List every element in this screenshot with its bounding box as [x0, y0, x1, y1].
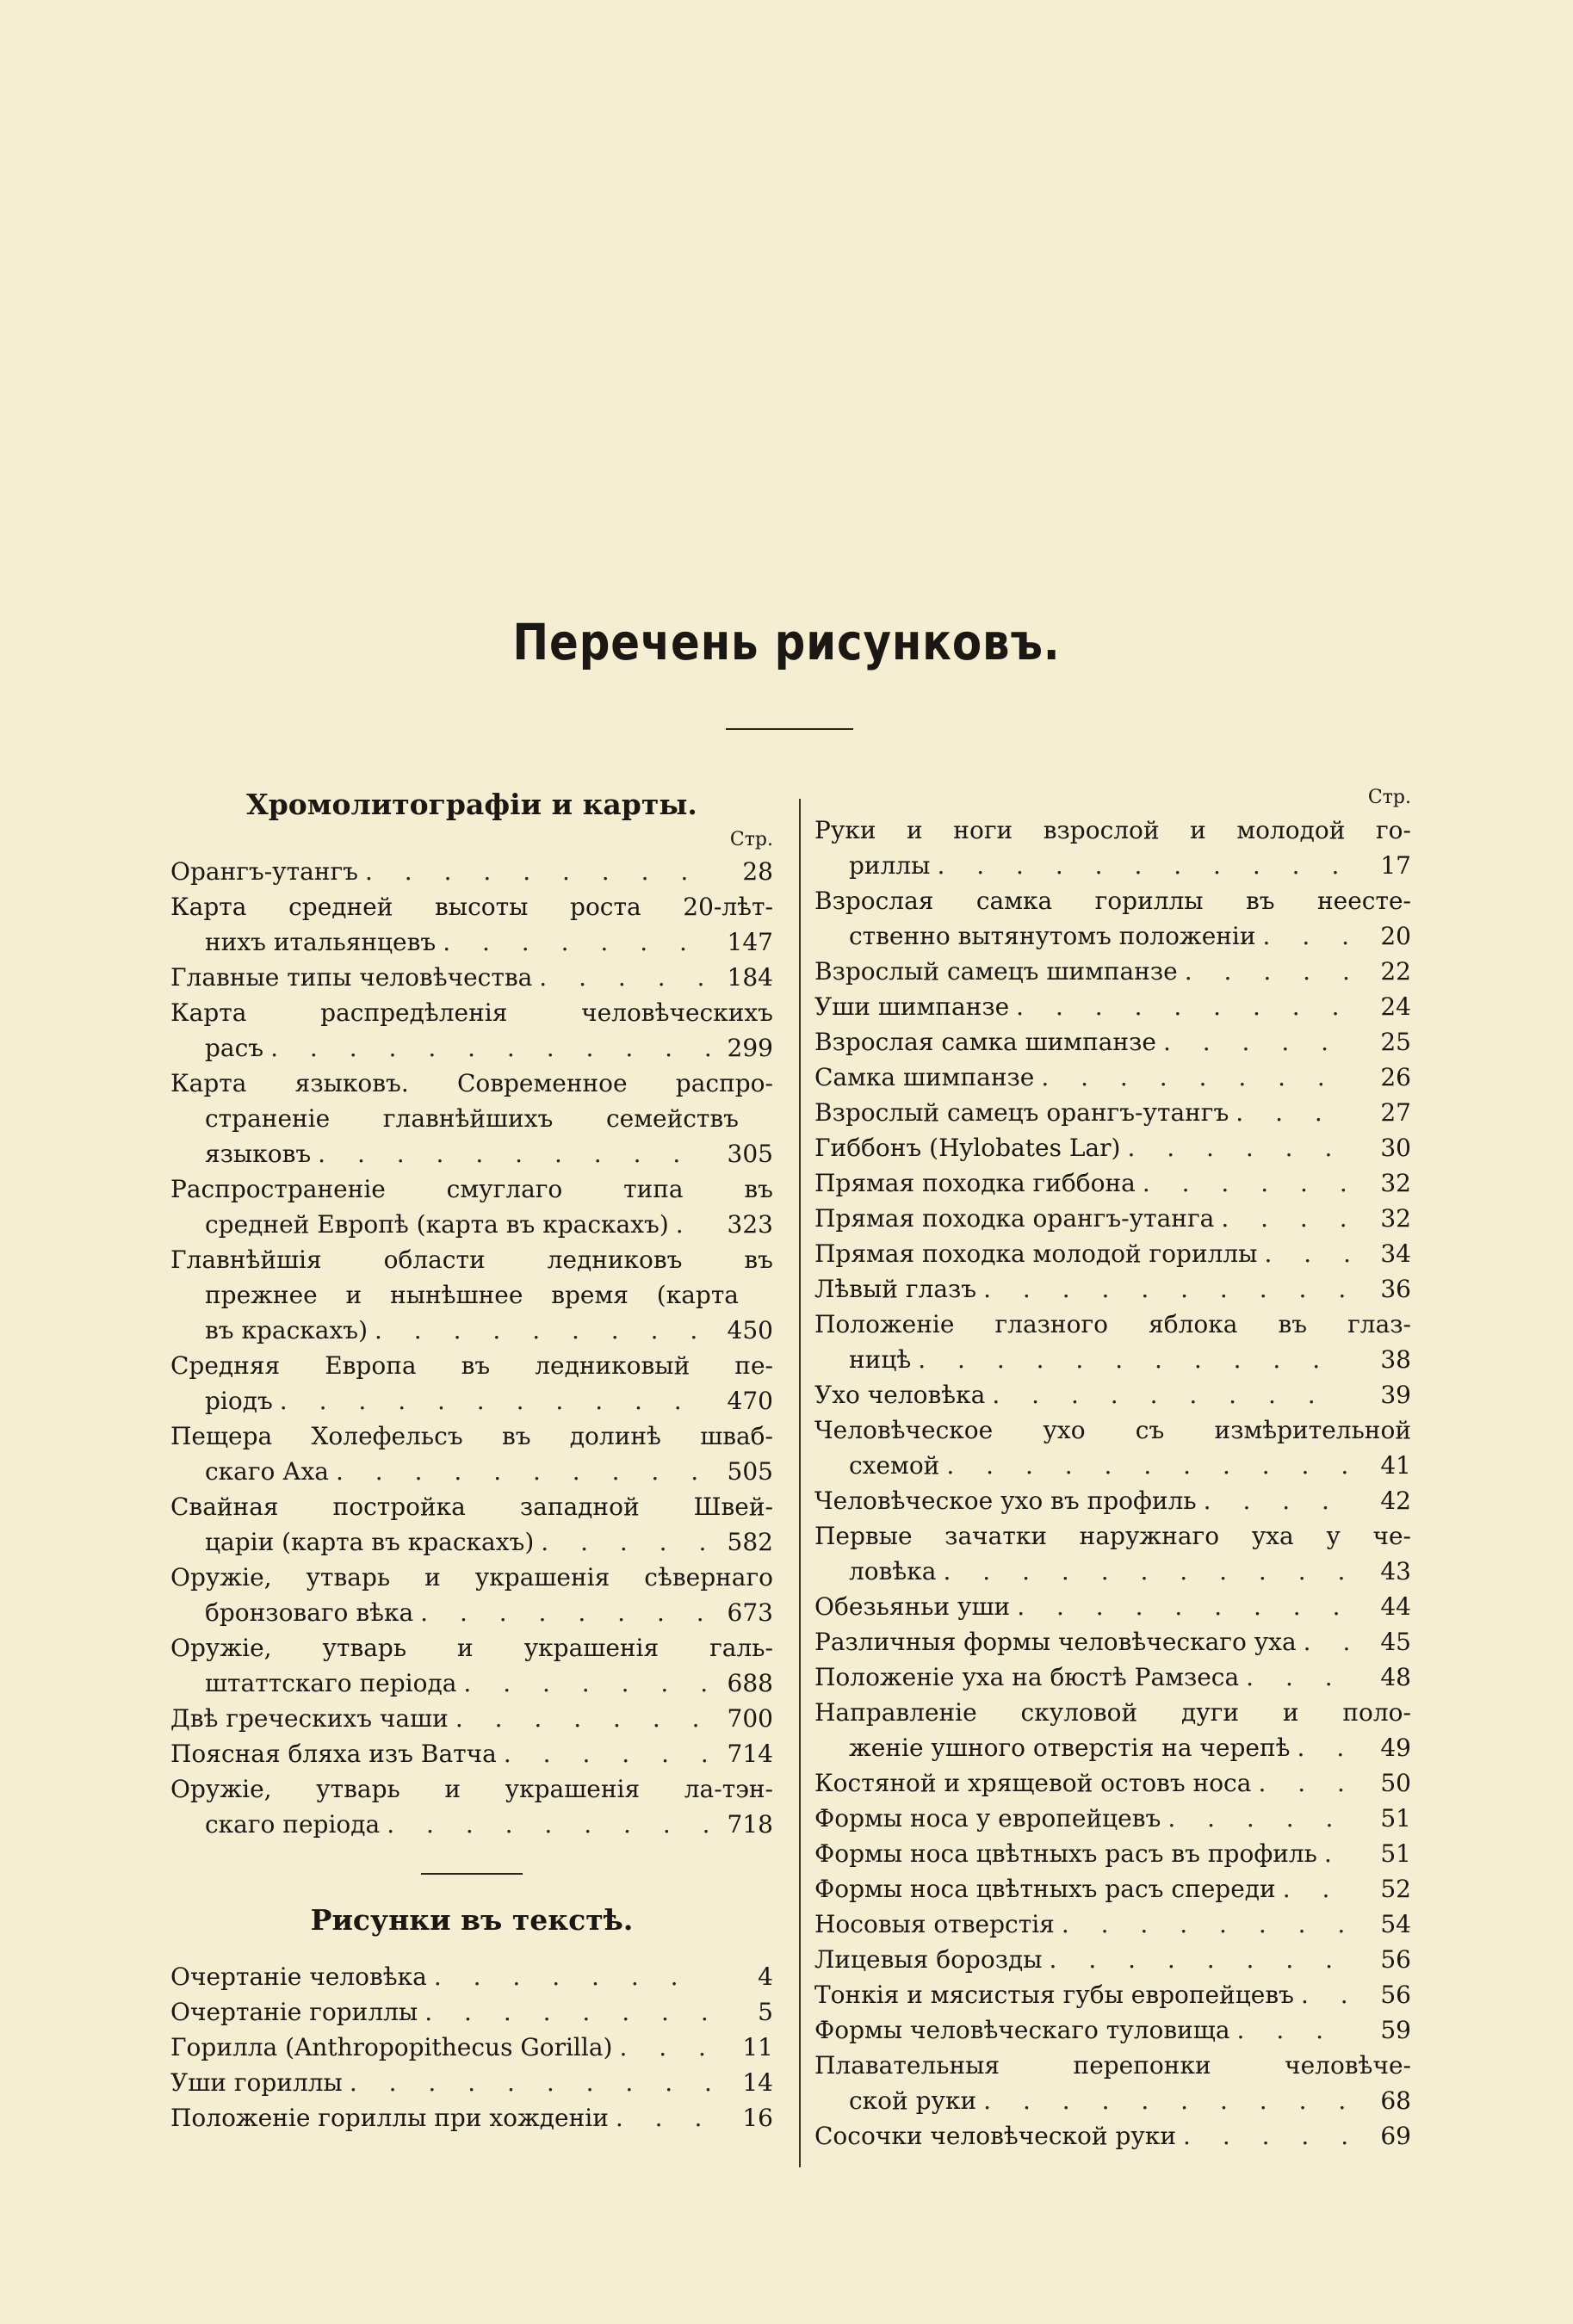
entry-title-line: ской руки [849, 2086, 977, 2115]
dot-leader [1304, 1624, 1349, 1660]
page-number: 700 [727, 1704, 773, 1733]
chromolithographs-list [170, 854, 773, 1842]
entry-title-line: Оружіе, утварь и украшенія галь- [170, 1634, 773, 1662]
list-item [170, 1701, 773, 1736]
entry-title-line: ницѣ [849, 1345, 912, 1374]
list-item [170, 1242, 773, 1348]
dot-leader [992, 1377, 1349, 1412]
entry-title-line: Карта распредѣленія человѣческихъ [170, 998, 773, 1027]
page-number: 582 [727, 1528, 773, 1556]
entry-title-line: Свайная постройка западной Швей- [170, 1493, 773, 1521]
dot-leader [270, 1030, 711, 1066]
list-item [170, 2065, 773, 2100]
page-number: 56 [1380, 1981, 1411, 2009]
page-number: 68 [1380, 2086, 1411, 2115]
list-item [814, 1836, 1411, 1871]
page-number: 41 [1380, 1451, 1411, 1480]
entry-title-line: риллы [849, 851, 931, 880]
list-item [170, 1489, 773, 1560]
list-item [170, 1348, 773, 1419]
dot-leader [1143, 1165, 1349, 1201]
page-number: 51 [1380, 1839, 1411, 1868]
entry-title-line: Положеніе глазного яблока въ глаз- [814, 1310, 1411, 1338]
page-number: 22 [1380, 957, 1411, 986]
dot-leader [937, 848, 1349, 883]
dot-leader [1062, 1907, 1349, 1942]
dot-leader [946, 1448, 1349, 1483]
dot-leader [918, 1342, 1349, 1377]
dot-leader [318, 1136, 711, 1171]
entry-title-line: Лѣвый глазъ [814, 1275, 977, 1303]
page-number: 25 [1380, 1028, 1411, 1056]
list-item [170, 1171, 773, 1242]
entry-title-line: Очертаніе гориллы [170, 1998, 418, 2026]
dot-leader [1237, 2012, 1349, 2048]
entry-title-line: Прямая походка молодой гориллы [814, 1239, 1258, 1268]
entry-title-line: Оружіе, утварь и украшенія ла-тэн- [170, 1775, 773, 1803]
section-divider [421, 1873, 523, 1875]
list-item [814, 1589, 1411, 1624]
dot-leader [676, 1207, 711, 1242]
entry-title-line: Человѣческое ухо съ измѣрительной [814, 1416, 1411, 1444]
dot-leader [1016, 989, 1349, 1024]
entry-title-line: скаго Аха [205, 1457, 329, 1486]
list-item [814, 1271, 1411, 1307]
page-column-label: Стр. [729, 829, 773, 850]
entry-title-line: ловѣка [849, 1557, 937, 1585]
list-item [814, 2012, 1411, 2048]
page-number: 51 [1380, 1804, 1411, 1833]
page-number: 56 [1380, 1945, 1411, 1974]
entry-title-line: прежнее и нынѣшнее время (карта [205, 1281, 739, 1309]
entry-title-line: Прямая походка орангъ-утанга [814, 1204, 1215, 1233]
list-item [814, 1871, 1411, 1907]
entry-title-line: Взрослая самка гориллы въ неесте- [814, 887, 1411, 915]
entry-title-line: нихъ итальянцевъ [205, 928, 437, 956]
page-title: Перечень рисунковъ. [512, 613, 1061, 671]
entry-title-line: Орангъ-утангъ [170, 857, 358, 886]
list-item [814, 2048, 1411, 2118]
entry-title-line: Самка шимпанзе [814, 1063, 1035, 1091]
entry-title-line: Ухо человѣка [814, 1381, 986, 1409]
page-number: 42 [1380, 1486, 1411, 1515]
page-number: 688 [727, 1669, 773, 1697]
list-item [814, 1060, 1411, 1095]
dot-leader [541, 1524, 711, 1560]
right-column [814, 783, 1411, 2154]
entry-title-line: Карта языковъ. Современное распро- [170, 1069, 773, 1097]
list-item [814, 989, 1411, 1024]
entry-title-line: Уши гориллы [170, 2068, 343, 2097]
entry-title-line: Первые зачатки наружнаго уха у че- [814, 1522, 1411, 1550]
list-item [814, 2118, 1411, 2154]
dot-leader [424, 1994, 711, 2030]
dot-leader [1183, 2118, 1349, 2154]
entry-title-line: ственно вытянутомъ положеніи [849, 922, 1256, 950]
entry-title-line: страненіе главнѣйшихъ семействъ [205, 1104, 739, 1133]
page-number: 54 [1380, 1910, 1411, 1938]
dot-leader [1017, 1589, 1349, 1624]
page-number: 450 [727, 1316, 773, 1344]
section-title-text-figures: Рисунки въ текстѣ. [310, 1903, 634, 1937]
list-item [814, 1977, 1411, 2012]
list-item [814, 883, 1411, 954]
page-number: 184 [727, 963, 773, 992]
dot-leader [1167, 1801, 1349, 1836]
title-divider [726, 728, 853, 730]
page-number: 718 [727, 1810, 773, 1839]
page-number: 50 [1380, 1769, 1411, 1797]
entry-title-line: средней Европѣ (карта въ краскахъ) [205, 1210, 669, 1239]
entry-title-line: Взрослая самка шимпанзе [814, 1028, 1156, 1056]
page-number: 59 [1380, 2016, 1411, 2044]
list-item [814, 1201, 1411, 1236]
list-item [170, 1959, 773, 1994]
entry-title-line: Поясная бляха изъ Ватча [170, 1740, 497, 1768]
entry-title-line: Формы носа цвѣтныхъ расъ въ профиль [814, 1839, 1317, 1868]
page-number: 52 [1380, 1875, 1411, 1903]
entry-title-line: въ краскахъ) [205, 1316, 368, 1344]
list-item [814, 1801, 1411, 1836]
page-number: 11 [742, 2033, 773, 2061]
list-item [814, 1942, 1411, 1977]
list-item [814, 1412, 1411, 1483]
entry-title-line: расъ [205, 1034, 264, 1062]
entry-title-line: Человѣческое ухо въ профиль [814, 1486, 1197, 1515]
dot-leader [1050, 1942, 1349, 1977]
dot-leader [1163, 1024, 1349, 1060]
entry-title-line: скаго періода [205, 1810, 381, 1839]
entry-title-line: Лицевыя борозды [814, 1945, 1043, 1974]
list-item [170, 1736, 773, 1771]
page-number: 34 [1380, 1239, 1411, 1268]
list-item [814, 1377, 1411, 1412]
page-number: 44 [1380, 1592, 1411, 1621]
page-number: 43 [1380, 1557, 1411, 1585]
list-item [170, 1771, 773, 1842]
entry-title-line: языковъ [205, 1140, 312, 1168]
page-number: 30 [1380, 1134, 1411, 1162]
entry-title-line: бронзоваго вѣка [205, 1598, 414, 1627]
dot-leader [1041, 1060, 1349, 1095]
list-item [814, 1660, 1411, 1695]
dot-leader [1264, 1236, 1349, 1271]
dot-leader [434, 1959, 711, 1994]
entry-title-line: Положеніе уха на бюстѣ Рамзеса [814, 1663, 1240, 1691]
page-number: 32 [1380, 1204, 1411, 1233]
dot-leader [1258, 1765, 1349, 1801]
entry-title-line: Формы носа цвѣтныхъ расъ спереди [814, 1875, 1276, 1903]
dot-leader [463, 1666, 711, 1701]
dot-leader [539, 960, 711, 995]
dot-leader [1301, 1977, 1349, 2012]
list-item [170, 1994, 773, 2030]
list-item [814, 1095, 1411, 1130]
dot-leader [455, 1701, 711, 1736]
dot-leader [443, 924, 711, 960]
list-item [170, 854, 773, 889]
entry-title-line: схемой [849, 1451, 940, 1480]
entry-title-line: Карта средней высоты роста 20-лѣт- [170, 893, 773, 921]
entry-title-line: женіе ушного отверстія на черепѣ [849, 1734, 1291, 1762]
dot-leader [619, 2030, 711, 2065]
entry-title-line: Гиббонъ (Hylobates Lar) [814, 1134, 1121, 1162]
page-number: 305 [727, 1140, 773, 1168]
text-figures-list [170, 1959, 773, 2135]
dot-leader [616, 2100, 711, 2135]
dot-leader [983, 2083, 1349, 2118]
page-number: 39 [1380, 1381, 1411, 1409]
list-item [814, 1907, 1411, 1942]
entry-title-line: Главные типы человѣчества [170, 963, 533, 992]
dot-leader [1246, 1660, 1349, 1695]
page-number: 49 [1380, 1734, 1411, 1762]
page-number: 24 [1380, 992, 1411, 1021]
page-number: 147 [727, 928, 773, 956]
list-item [170, 1560, 773, 1630]
entry-title-line: Направленіе скуловой дуги и поло- [814, 1698, 1411, 1727]
entry-title-line: Руки и ноги взрослой и молодой го- [814, 816, 1411, 844]
page-number: 20 [1380, 922, 1411, 950]
dot-leader [944, 1554, 1350, 1589]
entry-title-line: Очертаніе человѣка [170, 1962, 427, 1991]
entry-title-line: Средняя Европа въ ледниковый пе- [170, 1351, 773, 1380]
list-item [814, 1130, 1411, 1165]
entry-title-line: Положеніе гориллы при хожденіи [170, 2104, 609, 2132]
list-item [814, 1165, 1411, 1201]
entry-title-line: Костяной и хрящевой остовъ носа [814, 1769, 1252, 1797]
page-number: 48 [1380, 1663, 1411, 1691]
dot-leader [1283, 1871, 1349, 1907]
dot-leader [365, 854, 711, 889]
list-item [814, 1765, 1411, 1801]
entry-title-line: Уши шимпанзе [814, 992, 1010, 1021]
page-number: 673 [727, 1598, 773, 1627]
page-number: 27 [1380, 1098, 1411, 1127]
dot-leader [1127, 1130, 1349, 1165]
list-item [170, 1419, 773, 1489]
page-number: 26 [1380, 1063, 1411, 1091]
entry-title-line: Двѣ греческихъ чаши [170, 1704, 449, 1733]
entry-title-line: Горилла (Anthropopithecus Gorilla) [170, 2033, 613, 2061]
dot-leader [420, 1595, 711, 1630]
page-number: 69 [1380, 2122, 1411, 2150]
page-number: 323 [727, 1210, 773, 1239]
dot-leader [375, 1313, 711, 1348]
list-item [814, 954, 1411, 989]
dot-leader [336, 1454, 711, 1489]
dot-leader [1324, 1836, 1349, 1871]
left-column [170, 783, 773, 2135]
list-item [814, 813, 1411, 883]
page-number: 14 [742, 2068, 773, 2097]
page-number: 470 [727, 1387, 773, 1415]
list-item [170, 995, 773, 1066]
dot-leader [1204, 1483, 1349, 1518]
dot-leader [387, 1807, 711, 1842]
page-number: 38 [1380, 1345, 1411, 1374]
entry-title-line: Взрослый самецъ орангъ-утангъ [814, 1098, 1229, 1127]
list-item [814, 1695, 1411, 1765]
page-number: 5 [758, 1998, 773, 2026]
entry-title-line: Плавательныя перепонки человѣче- [814, 2051, 1411, 2080]
list-item [814, 1483, 1411, 1518]
list-item [814, 1236, 1411, 1271]
entry-title-line: Формы человѣческаго туловища [814, 2016, 1230, 2044]
list-item [170, 2030, 773, 2065]
list-item [170, 2100, 773, 2135]
page-number: 32 [1380, 1169, 1411, 1197]
entry-title-line: Различныя формы человѣческаго уха [814, 1628, 1297, 1656]
list-item [170, 889, 773, 960]
page-number: 16 [742, 2104, 773, 2132]
entry-title-line: Обезьяньи уши [814, 1592, 1011, 1621]
list-item [170, 1066, 773, 1171]
entry-title-line: Пещера Холефельсъ въ долинѣ шваб- [170, 1422, 773, 1450]
page-number: 4 [758, 1962, 773, 1991]
entry-title-line: Формы носа у европейцевъ [814, 1804, 1161, 1833]
list-item [814, 1624, 1411, 1660]
page-number: 36 [1380, 1275, 1411, 1303]
entry-title-line: ріодъ [205, 1387, 273, 1415]
text-figures-list-continued [814, 813, 1411, 2154]
page-number: 505 [727, 1457, 773, 1486]
page-number: 45 [1380, 1628, 1411, 1656]
dot-leader [350, 2065, 711, 2100]
dot-leader [1263, 918, 1349, 954]
page-number: 714 [727, 1740, 773, 1768]
dot-leader [1297, 1730, 1349, 1765]
entry-title-line: штаттскаго періода [205, 1669, 457, 1697]
entry-title-line: Тонкія и мясистыя губы европейцевъ [814, 1981, 1294, 2009]
dot-leader [504, 1736, 711, 1771]
entry-title-line: Сосочки человѣческой руки [814, 2122, 1177, 2150]
page-number: 28 [742, 857, 773, 886]
list-item [170, 960, 773, 995]
entry-title-line: Взрослый самецъ шимпанзе [814, 957, 1178, 986]
list-item [814, 1024, 1411, 1060]
page-number: 299 [727, 1034, 773, 1062]
entry-title-line: царіи (карта въ краскахъ) [205, 1528, 535, 1556]
page-column-label: Стр. [1367, 787, 1411, 808]
entry-title-line: Главнѣйшія области ледниковъ въ [170, 1245, 773, 1274]
dot-leader [1221, 1201, 1349, 1236]
dot-leader [1185, 954, 1349, 989]
entry-title-line: Носовыя отверстія [814, 1910, 1055, 1938]
list-item [170, 1630, 773, 1701]
column-divider [799, 799, 801, 2167]
entry-title-line: Оружіе, утварь и украшенія сѣвернаго [170, 1563, 773, 1592]
entry-title-line: Прямая походка гиббона [814, 1169, 1136, 1197]
entry-title-line: Распространеніе смуглаго типа въ [170, 1175, 773, 1203]
section-title-chromolithographs: Хромолитографіи и карты. [246, 788, 697, 821]
page-number: 17 [1380, 851, 1411, 880]
list-item [814, 1518, 1411, 1589]
dot-leader [280, 1383, 711, 1419]
list-item [814, 1307, 1411, 1377]
dot-leader [983, 1271, 1349, 1307]
dot-leader [1235, 1095, 1349, 1130]
